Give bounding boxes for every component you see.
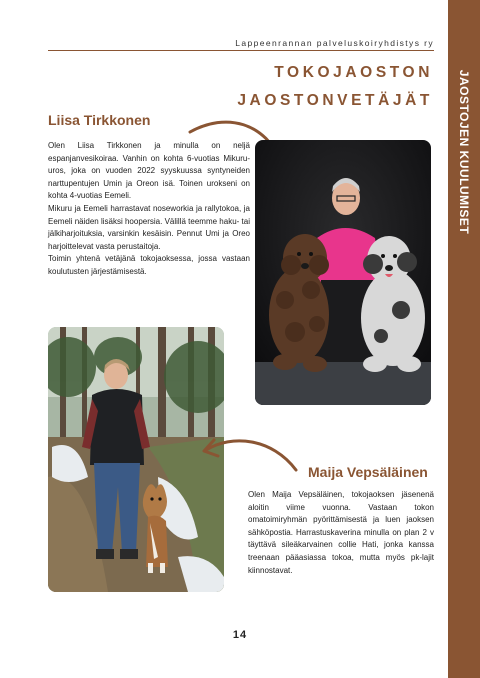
side-tab-label: JAOSTOJEN KUULUMISET — [457, 69, 471, 235]
page-title-line2: JAOSTONVETÄJÄT — [237, 92, 433, 109]
liisa-paragraph-1: Olen Liisa Tirkkonen ja minulla on neljä espanjanvesikoiraa. Vanhin on kohta 6-vuotias Mikuru-uros, joka on vuoden 2022 syyskuussa syntyneiden narttupentujen Umin ja Oreon isä. Toinen urokseni on kohta 4-vuotias Eemeli. — [48, 141, 250, 201]
page-title-line1: TOKOJAOSTON — [274, 64, 433, 81]
organization-name: Lappeenrannan palveluskoiryhdistys ry — [235, 38, 434, 48]
header-divider — [48, 50, 434, 51]
person-name-maija: Maija Vepsäläinen — [308, 464, 428, 480]
liisa-paragraph-2: Mikuru ja Eemeli harrastavat noseworkia ja rallytokoa, ja Eemeli näiden lisäksi hoopersia. Välillä teemme haku- tai jälkiharjoituksia, varsinkin kesäisin. Pennut Umi ja Oreo harjoittelevat vasta perustaitoja. — [48, 203, 250, 251]
page-number: 14 — [232, 629, 248, 641]
liisa-paragraph-3: Toimin yhtenä vetäjänä tokojaoksessa, jossa vastaan koulutusten järjestämisestä. — [48, 254, 250, 276]
person-name-liisa: Liisa Tirkkonen — [48, 112, 151, 128]
photo-liisa-with-dogs — [255, 140, 431, 405]
maija-text: Olen Maija Vepsäläinen, tokojaoksen jäsenenä aloitin viime vuonna. Vastaan tokon omatoimiryhmän pyörittämisestä ja luen jaoksen sähköpostia. Harrastuskaverina minulla on plan 2 v täyttävä sileäkarvainen collie Hati, jonka kanssa treenaan pääasiassa tokoa, mutta myös pk-lajit kiinnostavat. — [248, 490, 434, 575]
arrow-icon — [198, 436, 302, 480]
